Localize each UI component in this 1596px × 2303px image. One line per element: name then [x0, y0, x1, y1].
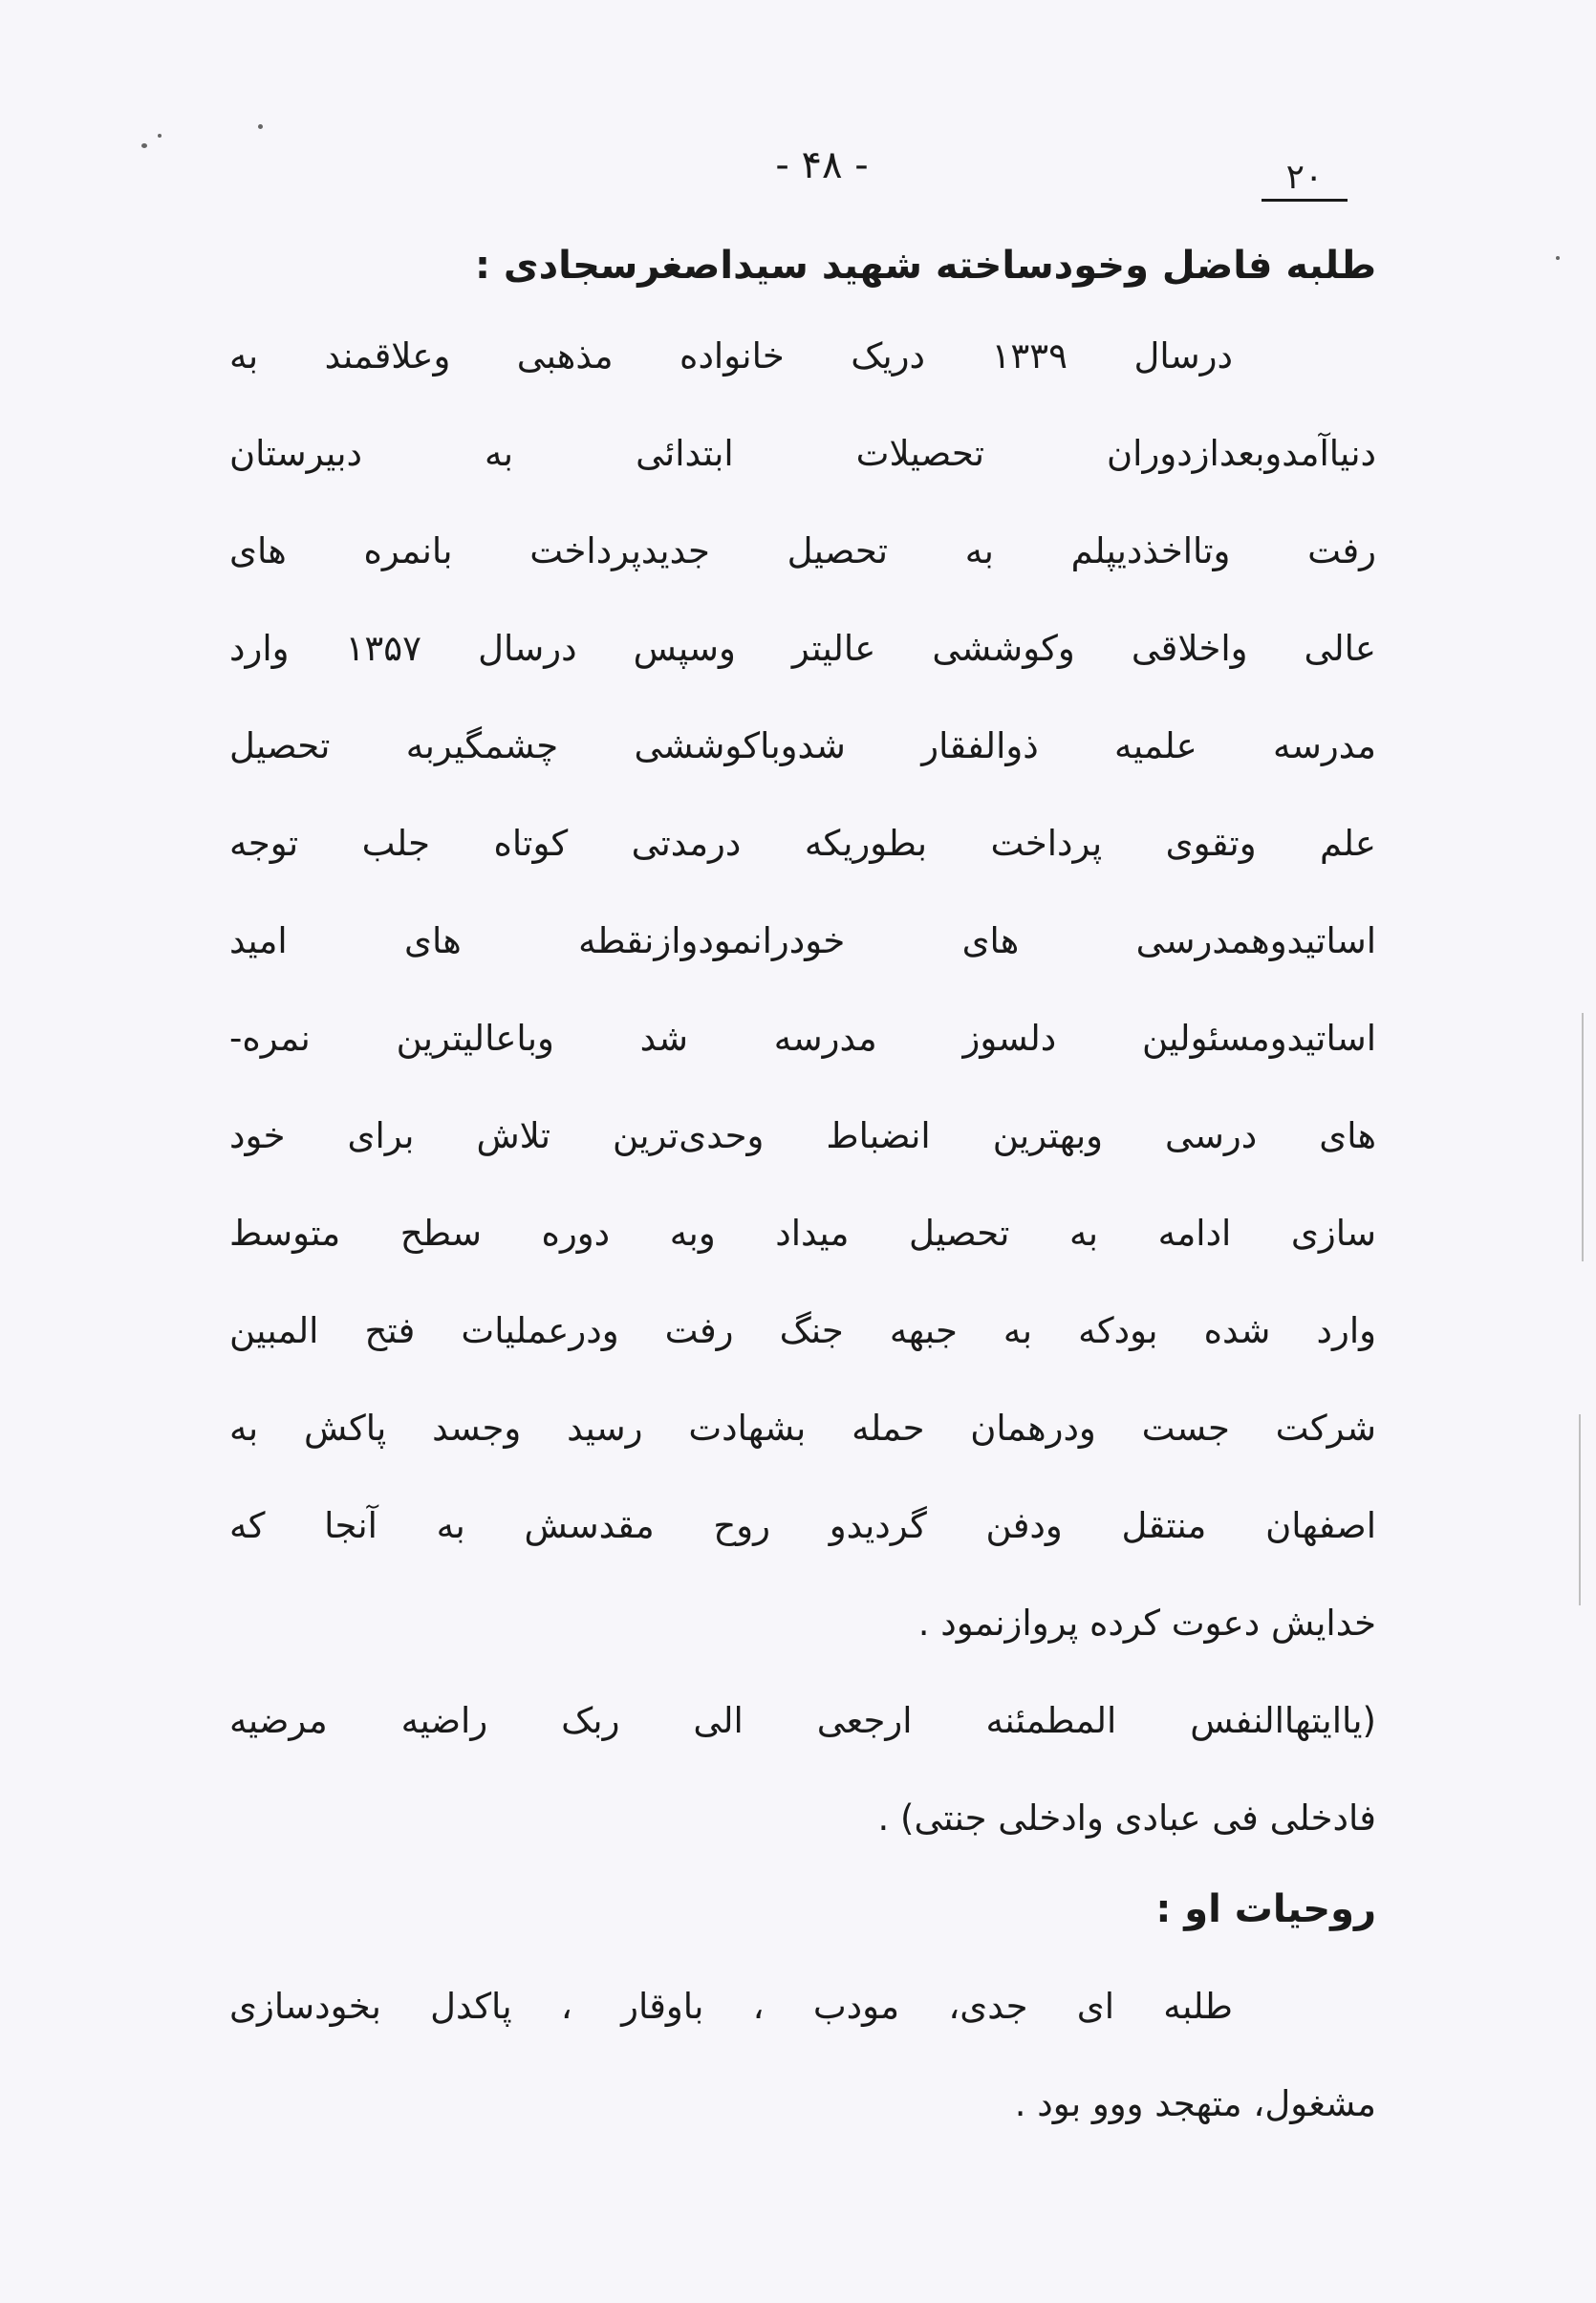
- body-line: مدرسه علمیه ذوالفقار شدوباکوششی چشمگیربه تحصیل: [229, 725, 1376, 766]
- body-line: درسال ۱۳۳۹ دریک خانواده مذهبی وعلاقمند به: [229, 335, 1233, 377]
- body-line: وارد شده بودکه به جبهه جنگ رفت ودرعملیات فتح المبین: [229, 1310, 1376, 1351]
- page-number-right: ۲۰: [1262, 158, 1348, 202]
- body-line: رفت وتااخذدیپلم به تحصیل جدیدپرداخت بانمره های: [229, 530, 1376, 571]
- body-line: شرکت جست ودرهمان حمله بشهادت رسید وجسد پاکش به: [229, 1408, 1376, 1449]
- section-line: طلبه ای جدی، مودب ، باوقار ، پاکدل بخودسازی: [229, 1986, 1233, 2027]
- body-line: خدایش دعوت کرده پروازنمود .: [917, 1603, 1376, 1644]
- body-line: های درسی وبهترین انضباط وحدی‌ترین تلاش برای خود: [229, 1115, 1376, 1156]
- section-heading: روحیات او :: [1155, 1887, 1376, 1931]
- body-line: عالی واخلاقی وکوششی عالیتر وسپس درسال ۱۳۵۷ وارد: [229, 628, 1376, 669]
- scan-edge-mark: [1579, 1414, 1581, 1605]
- body-line: اساتیدومسئولین دلسوز مدرسه شد وباعالیترین نمره-: [229, 1018, 1376, 1059]
- document-title: طلبه فاضل وخودساخته شهید سیداصغرسجادی :: [475, 244, 1376, 288]
- quote-line: (یاایتهاالنفس المطمئنه ارجعی الی ربک راضیه مرضیه: [229, 1700, 1376, 1741]
- section-line: مشغول، متهجد ووو بود .: [1014, 2083, 1376, 2124]
- body-line: اصفهان منتقل ودفن گردیدو روح مقدسش به آنجا که: [229, 1505, 1376, 1546]
- body-line: دنیاآمدوبعدازدوران تحصیلات ابتدائی به دبیرستان: [229, 433, 1376, 474]
- body-line: علم وتقوی پرداخت بطوریکه درمدتی کوتاه جلب توجه: [229, 823, 1376, 864]
- body-line: سازی ادامه به تحصیل میداد وبه دوره سطح متوسط: [229, 1213, 1376, 1254]
- quote-line: فادخلی فی عبادی وادخلی جنتی) .: [877, 1797, 1376, 1839]
- scan-edge-mark: [1582, 1013, 1584, 1261]
- body-line: اساتیدوهمدرسی های خودرانمودوازنقطه های امید: [229, 920, 1376, 961]
- page-number-center: - ۴۸ -: [775, 143, 869, 187]
